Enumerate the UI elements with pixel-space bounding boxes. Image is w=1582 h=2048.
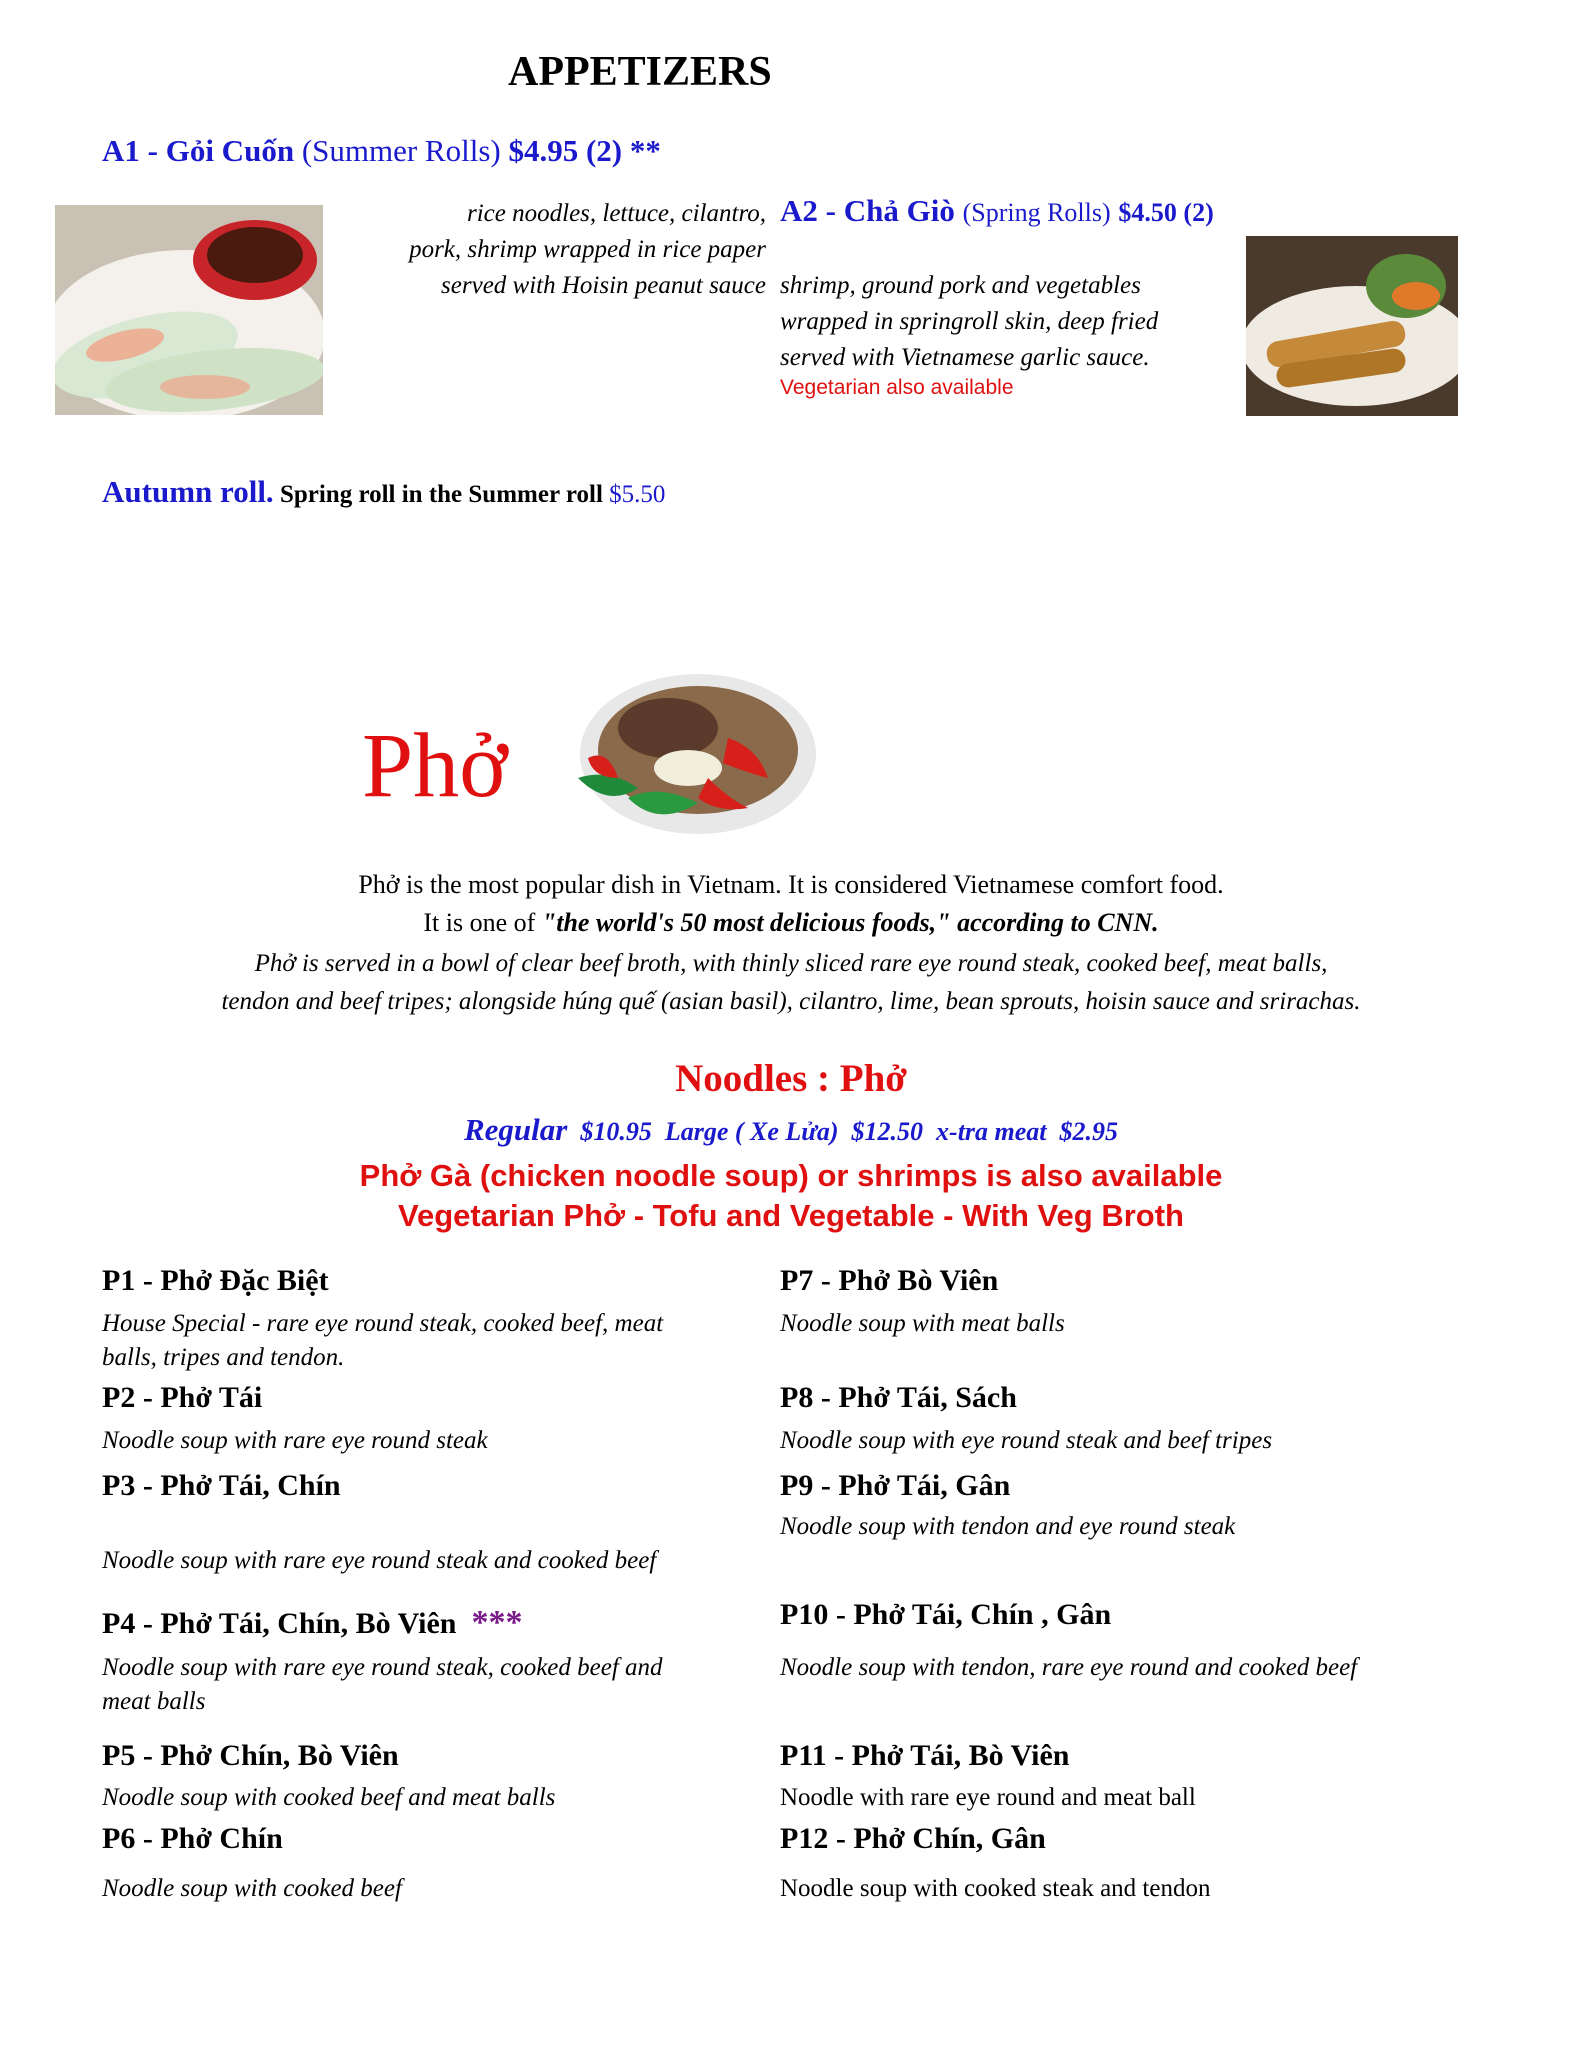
extra-meat-label: x-tra meat: [936, 1117, 1047, 1146]
p1-title: P1 - Phở Đặc Biệt: [102, 1264, 329, 1297]
autumn-roll-price: $5.50: [609, 481, 666, 508]
a1-stars: **: [629, 133, 661, 168]
p5-title: P5 - Phở Chín, Bò Viên: [102, 1739, 399, 1772]
p11-title: P11 - Phở Tái, Bò Viên: [780, 1739, 1070, 1772]
autumn-roll-description: Spring roll in the Summer roll: [279, 481, 603, 508]
a1-desc-line: served with Hoisin peanut sauce: [441, 272, 766, 299]
p5-description: Noodle soup with cooked beef and meat balls: [102, 1784, 556, 1811]
pho-intro-2-bold: "the world's 50 most delicious foods," according to CNN.: [541, 908, 1159, 937]
a2-heading: [780, 193, 1214, 229]
a2-vegetarian-note: Vegetarian also available: [780, 376, 1014, 399]
p7-title: P7 - Phở Bò Viên: [780, 1264, 999, 1297]
summer-rolls-photo: [55, 205, 323, 415]
a2-description: [780, 268, 1240, 376]
p2-title: P2 - Phở Tái: [102, 1381, 263, 1414]
pho-intro-line-1: Phở is the most popular dish in Vietnam. It is considered Vietnamese comfort food.: [358, 870, 1224, 899]
p8-title: P8 - Phở Tái, Sách: [780, 1381, 1017, 1414]
pho-intro-2-plain: It is one of: [423, 908, 542, 937]
p2-description: Noodle soup with rare eye round steak: [102, 1427, 488, 1454]
pho-intro-line-2: [0, 908, 1582, 938]
a2-desc-line: shrimp, ground pork and vegetables: [780, 272, 1141, 299]
large-price: $12.50: [851, 1117, 924, 1146]
pho-intro-line-4: tendon and beef tripes; alongside húng quế (asian basil), cilantro, lime, bean sprouts, hoisin sauce and srirachas.: [221, 988, 1361, 1015]
a2-english: (Spring Rolls): [962, 198, 1111, 227]
p12-title: P12 - Phở Chín, Gân: [780, 1822, 1046, 1855]
a1-desc-line: pork, shrimp wrapped in rice paper: [409, 236, 766, 263]
regular-label: Regular: [463, 1112, 568, 1147]
p6-description: Noodle soup with cooked beef: [102, 1875, 402, 1902]
vegetarian-pho-note: Vegetarian Phở - Tofu and Vegetable - With Veg Broth: [398, 1198, 1184, 1233]
p9-description: Noodle soup with tendon and eye round steak: [780, 1513, 1236, 1540]
pho-title: Phở: [362, 714, 508, 816]
appetizers-title: APPETIZERS: [508, 49, 772, 95]
p12-description: Noodle soup with cooked steak and tendon: [780, 1875, 1211, 1902]
p4-desc-line: meat balls: [102, 1688, 206, 1715]
regular-price: $10.95: [580, 1117, 652, 1146]
chicken-pho-note: Phở Gà (chicken noodle soup) or shrimps is also available: [359, 1158, 1223, 1193]
pho-bowl-photo: [568, 668, 820, 844]
p10-description: Noodle soup with tendon, rare eye round and cooked beef: [780, 1654, 1358, 1681]
noodles-title: Noodles : Phở: [675, 1057, 907, 1100]
a1-description: [300, 196, 766, 304]
pho-intro-line-3: Phở is served in a bowl of clear beef broth, with thinly sliced rare eye round steak, cooked beef, meat balls,: [254, 950, 1328, 977]
a1-english: (Summer Rolls): [301, 133, 501, 168]
pho-prices: [0, 1112, 1582, 1148]
p4-description: [102, 1651, 663, 1719]
p1-description: [102, 1307, 663, 1375]
p7-description: Noodle soup with meat balls: [780, 1310, 1065, 1337]
p4-title: [102, 1604, 522, 1642]
a1-name: A1 - Gỏi Cuốn: [102, 133, 295, 168]
autumn-roll-name: Autumn roll.: [102, 474, 274, 509]
large-label: Large ( Xe Lửa): [664, 1117, 839, 1146]
p4-desc-line: Noodle soup with rare eye round steak, cooked beef and: [102, 1654, 663, 1681]
a1-desc-line: rice noodles, lettuce, cilantro,: [467, 200, 766, 227]
p9-title: P9 - Phở Tái, Gân: [780, 1469, 1011, 1502]
p3-title: P3 - Phở Tái, Chín: [102, 1469, 341, 1502]
p11-description: Noodle with rare eye round and meat ball: [780, 1784, 1196, 1811]
p10-title: P10 - Phở Tái, Chín , Gân: [780, 1598, 1112, 1631]
autumn-roll: [102, 474, 665, 510]
a1-heading: [102, 133, 661, 169]
p6-title: P6 - Phở Chín: [102, 1822, 283, 1855]
p3-description: Noodle soup with rare eye round steak and cooked beef: [102, 1547, 657, 1574]
p1-desc-line: House Special - rare eye round steak, cooked beef, meat: [102, 1310, 664, 1337]
p4-stars: ***: [471, 1604, 523, 1641]
p4-name: P4 - Phở Tái, Chín, Bò Viên: [102, 1607, 457, 1640]
spring-rolls-photo: [1246, 236, 1458, 416]
extra-meat-price: $2.95: [1059, 1117, 1119, 1146]
a2-desc-line: wrapped in springroll skin, deep fried: [780, 308, 1159, 335]
a2-price: $4.50 (2): [1118, 198, 1214, 227]
p8-description: Noodle soup with eye round steak and beef tripes: [780, 1427, 1273, 1454]
a1-price: $4.95 (2): [508, 133, 623, 168]
a2-name: A2 - Chả Giò: [780, 193, 955, 228]
a2-desc-line: served with Vietnamese garlic sauce.: [780, 344, 1150, 371]
p1-desc-line: balls, tripes and tendon.: [102, 1344, 345, 1371]
